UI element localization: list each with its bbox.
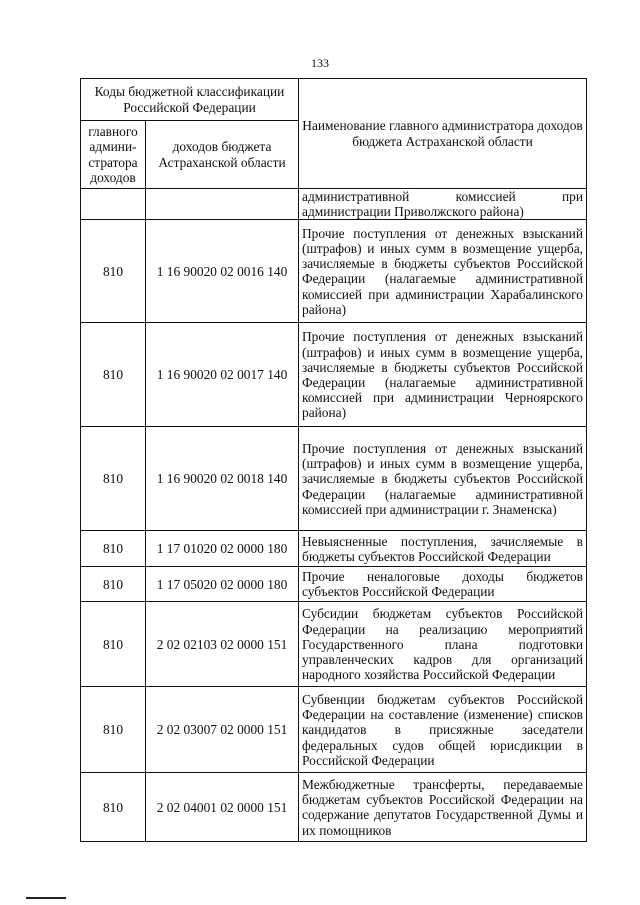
admin-code-cell: 810 [81, 323, 146, 427]
page-number: 133 [311, 56, 329, 70]
table-row [81, 567, 587, 602]
table-row [81, 323, 587, 427]
table-row [81, 773, 587, 842]
income-name-cell: Прочие поступления от денежных взысканий (штрафов) и иных сумм в возмещение ущерба, зачисляемые в бюджеты субъектов Российской Федерации (налагаемые административной комиссией при администрации Харабалинского района) [299, 220, 587, 323]
admin-code-cell: 810 [81, 687, 146, 773]
income-name-cell: Субсидии бюджетам субъектов Российской Федерации на реализацию мероприятий Государственного плана подготовки управленческих кадров для организаций народного хозяйства Российской Федерации [299, 602, 587, 687]
header-main-administrator: главного админи-стратора доходов [81, 121, 146, 189]
admin-code-cell: 810 [81, 220, 146, 323]
income-code-cell: 1 16 90020 02 0016 140 [146, 220, 299, 323]
header-administrator-name: Наименование главного администратора доходов бюджета Астраханской области [299, 79, 587, 189]
income-name-cell: Прочие поступления от денежных взысканий (штрафов) и иных сумм в возмещение ущерба, зачисляемые в бюджеты субъектов Российской Федерации (налагаемые административной комиссией при администрации г. Знаменска) [299, 427, 587, 531]
admin-code-cell [81, 189, 146, 220]
admin-code-cell: 810 [81, 531, 146, 567]
header-regional-budget-income: доходов бюджета Астраханской области [146, 121, 299, 189]
table-row [81, 220, 587, 323]
income-code-cell: 1 16 90020 02 0017 140 [146, 323, 299, 427]
income-name-cell: Невыясненные поступления, зачисляемые в бюджеты субъектов Российской Федерации [299, 531, 587, 567]
income-code-cell: 2 02 02103 02 0000 151 [146, 602, 299, 687]
income-name-cell: Субвенции бюджетам субъектов Российской Федерации на составление (изменение) списков кандидатов в присяжные заседатели федеральных судов общей юрисдикции в Российской Федерации [299, 687, 587, 773]
footer-rule [26, 897, 66, 899]
income-code-cell: 1 16 90020 02 0018 140 [146, 427, 299, 531]
income-code-cell: 2 02 04001 02 0000 151 [146, 773, 299, 842]
table-row [81, 189, 587, 220]
income-name-cell: административной комиссией при администрации Приволжского района) [299, 189, 587, 220]
table-row [81, 531, 587, 567]
table-row [81, 602, 587, 687]
table-row [81, 687, 587, 773]
admin-code-cell: 810 [81, 602, 146, 687]
income-code-cell: 1 17 01020 02 0000 180 [146, 531, 299, 567]
income-name-cell: Прочие неналоговые доходы бюджетов субъектов Российской Федерации [299, 567, 587, 602]
income-name-cell: Прочие поступления от денежных взысканий (штрафов) и иных сумм в возмещение ущерба, зачисляемые в бюджеты субъектов Российской Федерации (налагаемые административной комиссией при администрации Черноярского района) [299, 323, 587, 427]
income-code-cell [146, 189, 299, 220]
table-header [81, 79, 587, 189]
admin-code-cell: 810 [81, 427, 146, 531]
income-code-cell: 1 17 05020 02 0000 180 [146, 567, 299, 602]
table-body [81, 189, 587, 842]
table-row [81, 427, 587, 531]
budget-classification-table [80, 78, 587, 842]
header-classification-codes: Коды бюджетной классификации Российской Федерации [81, 79, 299, 121]
admin-code-cell: 810 [81, 567, 146, 602]
admin-code-cell: 810 [81, 773, 146, 842]
income-code-cell: 2 02 03007 02 0000 151 [146, 687, 299, 773]
income-name-cell: Межбюджетные трансферты, передаваемые бюджетам субъектов Российской Федерации на содержание депутатов Государственной Думы и их помощников [299, 773, 587, 842]
